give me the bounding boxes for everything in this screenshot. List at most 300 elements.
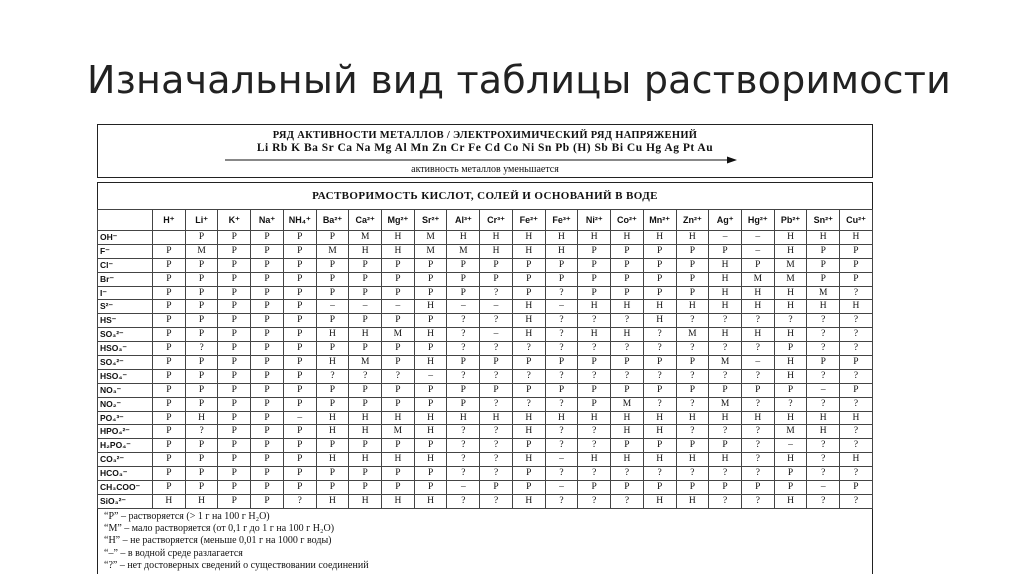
solubility-cell: Н [512,453,545,467]
solubility-table-box [97,182,873,574]
solubility-cell: Н [414,328,447,342]
solubility-cell: Н [709,453,742,467]
legend-item: “М” – мало растворяется (от 0,1 г до 1 г на 100 г H₂O) [104,523,335,535]
solubility-cell: Р [218,356,251,370]
solubility-cell: Р [709,439,742,453]
solubility-cell: Р [283,356,316,370]
solubility-cell: ? [447,494,480,508]
solubility-cell: ? [643,342,676,356]
solubility-cell: Р [251,258,284,272]
solubility-cell: ? [545,397,578,411]
solubility-cell: Н [611,300,644,314]
cation-header: Cr³⁺ [480,210,513,231]
solubility-cell: Р [153,300,186,314]
cation-header: Co²⁺ [611,210,644,231]
solubility-cell: Н [643,411,676,425]
table-row [98,453,873,467]
solubility-cell: М [414,244,447,258]
solubility-cell: Р [283,286,316,300]
legend-item: “Н” – не растворяется (меньше 0,01 г на 1000 г воды) [104,535,332,547]
solubility-cell: ? [643,328,676,342]
solubility-cell: Р [382,356,415,370]
solubility-cell: Р [251,300,284,314]
solubility-cell: ? [185,425,218,439]
solubility-cell: ? [349,369,382,383]
legend [104,511,872,572]
solubility-cell: ? [807,369,840,383]
solubility-cell: ? [840,397,873,411]
solubility-cell: Н [611,425,644,439]
cation-header: Fe²⁺ [512,210,545,231]
solubility-cell: Р [512,383,545,397]
solubility-cell: Р [185,397,218,411]
solubility-cell: М [316,244,349,258]
solubility-cell: Р [218,258,251,272]
anion-label: CO₃²⁻ [98,453,153,467]
solubility-cell: Р [316,272,349,286]
solubility-cell: ? [545,467,578,481]
solubility-cell: – [447,300,480,314]
activity-series-box [97,124,873,178]
solubility-cell: ? [578,425,611,439]
solubility-cell: Р [512,439,545,453]
solubility-cell: Н [709,272,742,286]
solubility-cell: Р [218,494,251,508]
solubility-cell: ? [447,425,480,439]
solubility-cell: Н [349,453,382,467]
cation-header: Mg²⁺ [382,210,415,231]
solubility-cell: Н [741,300,774,314]
solubility-cell: ? [512,369,545,383]
solubility-cell: Н [512,425,545,439]
solubility-cell: Р [414,439,447,453]
solubility-cell: Н [414,356,447,370]
solubility-cell: Р [578,258,611,272]
solubility-cell: Н [643,231,676,245]
solubility-cell: Р [807,272,840,286]
solubility-cell: Р [840,481,873,495]
solubility-cell: Р [185,272,218,286]
solubility-cell: ? [512,397,545,411]
solubility-cell: Р [316,286,349,300]
solubility-cell: Р [251,369,284,383]
solubility-cell: Н [414,453,447,467]
solubility-cell: Р [251,272,284,286]
solubility-cell: Р [153,411,186,425]
solubility-cell: Р [251,439,284,453]
solubility-cell: – [283,411,316,425]
solubility-cell: Р [153,244,186,258]
solubility-cell: Р [251,383,284,397]
solubility-cell: Р [414,258,447,272]
solubility-cell: Р [545,383,578,397]
table-row [98,383,873,397]
solubility-cell: Р [153,342,186,356]
solubility-cell: Р [185,258,218,272]
solubility-cell: Н [643,425,676,439]
solubility-cell: ? [709,342,742,356]
cation-header: Mn²⁺ [643,210,676,231]
solubility-cell: Р [153,356,186,370]
solubility-cell: Н [185,494,218,508]
solubility-cell: Р [414,481,447,495]
table-row [98,481,873,495]
solubility-cell: Р [349,439,382,453]
solubility-cell: Р [283,481,316,495]
solubility-cell: ? [807,439,840,453]
cation-header: H⁺ [153,210,186,231]
solubility-cell: Р [349,467,382,481]
solubility-cell: ? [447,342,480,356]
solubility-cell: Р [218,244,251,258]
solubility-cell [153,231,186,245]
solubility-cell: Р [218,328,251,342]
solubility-cell: М [382,328,415,342]
solubility-cell: Н [840,300,873,314]
solubility-cell: Н [807,300,840,314]
solubility-cell: ? [709,467,742,481]
solubility-cell: ? [545,342,578,356]
solubility-cell: Р [349,286,382,300]
solubility-cell: Н [512,314,545,328]
solubility-cell: ? [807,494,840,508]
solubility-cell: Р [283,453,316,467]
solubility-cell: Н [807,411,840,425]
solubility-cell: Р [676,258,709,272]
solubility-cell: Р [611,439,644,453]
solubility-cell: Р [283,467,316,481]
anion-label: S²⁻ [98,300,153,314]
solubility-cell: Н [545,411,578,425]
solubility-cell: Р [382,258,415,272]
solubility-cell: Р [316,258,349,272]
solubility-cell: М [774,425,807,439]
solubility-cell: – [741,231,774,245]
solubility-cell: Н [578,328,611,342]
solubility-cell: Н [480,244,513,258]
slide-title: Изначальный вид таблицы растворимости [87,58,951,102]
table-row [98,467,873,481]
solubility-cell: Р [218,411,251,425]
solubility-cell: ? [774,314,807,328]
anion-label: PO₄³⁻ [98,411,153,425]
solubility-cell: Р [251,467,284,481]
solubility-cell: Н [480,231,513,245]
solubility-cell: Р [512,481,545,495]
solubility-cell: – [807,383,840,397]
solubility-cell: Н [578,300,611,314]
solubility-cell: Р [382,397,415,411]
solubility-cell: Н [414,411,447,425]
solubility-cell: М [349,356,382,370]
solubility-cell: Р [316,467,349,481]
solubility-cell: Р [709,383,742,397]
solubility-cell: – [349,300,382,314]
solubility-cell: М [774,258,807,272]
solubility-cell: ? [840,467,873,481]
solubility-cell: Р [382,467,415,481]
anion-label: SO₃²⁻ [98,328,153,342]
solubility-cell: Н [643,314,676,328]
solubility-cell: Н [512,411,545,425]
solubility-cell: Р [153,453,186,467]
solubility-cell: Н [611,231,644,245]
solubility-cell: Р [840,383,873,397]
solubility-cell: Р [185,369,218,383]
anion-label: Cl⁻ [98,258,153,272]
solubility-cell: ? [578,439,611,453]
solubility-cell: Р [741,481,774,495]
solubility-cell: М [676,328,709,342]
anion-label: HSO₃⁻ [98,342,153,356]
solubility-cell: ? [545,369,578,383]
solubility-cell: Р [185,453,218,467]
solubility-cell: Н [512,231,545,245]
solubility-cell: Н [709,258,742,272]
solubility-cell: Н [774,328,807,342]
solubility-cell: Р [251,328,284,342]
solubility-cell: Р [153,369,186,383]
solubility-cell: Н [316,356,349,370]
solubility-cell: Н [414,300,447,314]
solubility-cell: Н [741,411,774,425]
solubility-cell: ? [545,286,578,300]
solubility-cell: Р [611,272,644,286]
solubility-cell: ? [480,494,513,508]
table-row [98,244,873,258]
solubility-cell: – [807,481,840,495]
solubility-heading: РАСТВОРИМОСТЬ КИСЛОТ, СОЛЕЙ И ОСНОВАНИЙ В ВОДЕ [312,190,658,202]
solubility-cell: Р [382,481,415,495]
solubility-cell: Н [545,231,578,245]
solubility-cell: Р [218,439,251,453]
solubility-cell: Р [611,383,644,397]
solubility-cell: Н [643,300,676,314]
anion-label: I⁻ [98,286,153,300]
solubility-cell: Р [578,481,611,495]
solubility-cell: ? [611,314,644,328]
solubility-cell: ? [545,314,578,328]
solubility-cell: Р [218,231,251,245]
solubility-cell: Р [840,356,873,370]
solubility-cell: Р [578,356,611,370]
solubility-cell: Н [316,425,349,439]
solubility-cell: Р [349,342,382,356]
solubility-cell: Р [283,328,316,342]
solubility-cell: Р [643,481,676,495]
solubility-cell: ? [709,314,742,328]
solubility-cell: Р [611,258,644,272]
solubility-cell: Н [774,356,807,370]
solubility-cell: Н [774,369,807,383]
anion-label: HCO₃⁻ [98,467,153,481]
solubility-cell: Р [545,272,578,286]
solubility-cell: ? [578,494,611,508]
solubility-cell: ? [480,425,513,439]
solubility-cell: ? [480,314,513,328]
solubility-cell: Р [218,342,251,356]
solubility-cell: Р [676,383,709,397]
solubility-cell: Р [283,272,316,286]
anion-label: H₂PO₄⁻ [98,439,153,453]
solubility-cell: Н [676,231,709,245]
solubility-cell: Р [545,258,578,272]
solubility-cell: ? [611,494,644,508]
solubility-cell: ? [512,342,545,356]
table-row [98,397,873,411]
table-row [98,494,873,508]
solubility-cell: Р [807,356,840,370]
solubility-cell: Н [316,328,349,342]
solubility-cell: Р [185,467,218,481]
solubility-cell: Н [349,494,382,508]
solubility-cell: Р [283,342,316,356]
solubility-cell: ? [578,369,611,383]
table-row [98,369,873,383]
solubility-cell: Р [512,286,545,300]
solubility-cell: ? [807,453,840,467]
solubility-cell: Р [218,300,251,314]
solubility-cell: Р [251,342,284,356]
solubility-cell: Р [578,244,611,258]
solubility-cell: Н [382,244,415,258]
solubility-cell: Р [349,314,382,328]
solubility-cell: Р [447,286,480,300]
table-row [98,425,873,439]
solubility-cell: ? [545,439,578,453]
solubility-cell: Р [185,383,218,397]
solubility-cell: ? [480,286,513,300]
solubility-cell: Р [480,258,513,272]
solubility-cell: Р [382,342,415,356]
solubility-cell: Р [316,439,349,453]
solubility-cell: Р [316,314,349,328]
solubility-cell: Р [512,467,545,481]
solubility-cell: Р [807,258,840,272]
solubility-cell: ? [283,494,316,508]
solubility-cell: ? [676,397,709,411]
solubility-cell: Р [611,481,644,495]
solubility-cell: Р [283,425,316,439]
anion-label: OH⁻ [98,231,153,245]
solubility-cell: – [316,300,349,314]
solubility-cell: Р [480,356,513,370]
solubility-cell: Р [643,286,676,300]
solubility-cell: ? [447,467,480,481]
solubility-cell: Р [283,231,316,245]
solubility-cell: Р [578,286,611,300]
solubility-cell: Р [447,272,480,286]
solubility-cell: Р [218,467,251,481]
solubility-cell: Р [283,244,316,258]
solubility-cell: Р [545,356,578,370]
table-row [98,342,873,356]
anion-label: SO₄²⁻ [98,356,153,370]
solubility-cell: Р [185,314,218,328]
solubility-cell: Р [283,439,316,453]
solubility-cell: Н [676,411,709,425]
solubility-cell: Н [774,231,807,245]
solubility-cell: Р [414,272,447,286]
solubility-cell: ? [185,342,218,356]
solubility-cell: ? [741,494,774,508]
table-row [98,439,873,453]
solubility-cell: ? [741,453,774,467]
solubility-cell: Н [807,231,840,245]
solubility-cell: ? [480,467,513,481]
cation-header: Ag⁺ [709,210,742,231]
solubility-cell: Р [185,439,218,453]
solubility-cell: Р [218,397,251,411]
legend-item: “?” – нет достоверных сведений о существовании соединений [104,560,369,571]
solubility-cell: Р [611,356,644,370]
solubility-cell: ? [578,314,611,328]
solubility-cell: Р [251,411,284,425]
solubility-cell: Н [512,328,545,342]
solubility-cell: Р [251,425,284,439]
solubility-cell: Р [512,356,545,370]
solubility-cell: Р [349,258,382,272]
solubility-cell: Н [840,453,873,467]
solubility-cell: Н [709,286,742,300]
cation-header: Pb²⁺ [774,210,807,231]
solubility-cell: ? [643,467,676,481]
solubility-cell: Р [251,314,284,328]
solubility-cell: – [382,300,415,314]
solubility-cell: Р [643,258,676,272]
solubility-cell: Н [643,494,676,508]
activity-series: Li Rb K Ba Sr Ca Na Mg Al Mn Zn Cr Fe Cd Co Ni Sn Pb (H) Sb Bi Cu Hg Ag Pt Au [256,142,714,154]
cation-header: Fe³⁺ [545,210,578,231]
table-row [98,286,873,300]
solubility-cell: Н [578,453,611,467]
solubility-cell: Р [774,481,807,495]
solubility-cell: Р [283,397,316,411]
solubility-cell: Р [218,425,251,439]
solubility-cell: Р [414,314,447,328]
cation-header: K⁺ [218,210,251,231]
solubility-cell: Р [316,342,349,356]
cation-header: Cu²⁺ [840,210,873,231]
solubility-cell: Р [643,383,676,397]
solubility-cell: ? [611,467,644,481]
solubility-cell: Н [382,494,415,508]
solubility-cell: – [447,481,480,495]
anion-label: NO₂⁻ [98,397,153,411]
solubility-cell: Р [251,286,284,300]
anion-label: NO₃⁻ [98,383,153,397]
solubility-cell: Р [185,328,218,342]
solubility-cell: ? [840,425,873,439]
solubility-cell: ? [709,494,742,508]
solubility-cell: Р [283,314,316,328]
solubility-cell: Р [643,439,676,453]
anion-label: Br⁻ [98,272,153,286]
solubility-cell: Р [447,383,480,397]
solubility-cell: ? [676,342,709,356]
solubility-cell: ? [643,397,676,411]
solubility-cell: М [774,272,807,286]
solubility-cell: Р [480,481,513,495]
solubility-cell: ? [676,467,709,481]
solubility-cell: Н [349,328,382,342]
solubility-cell: Р [578,397,611,411]
solubility-cell: Р [153,467,186,481]
cation-header: Zn²⁺ [676,210,709,231]
solubility-cell: ? [676,369,709,383]
solubility-cell: Н [185,411,218,425]
solubility-cell: Н [840,231,873,245]
